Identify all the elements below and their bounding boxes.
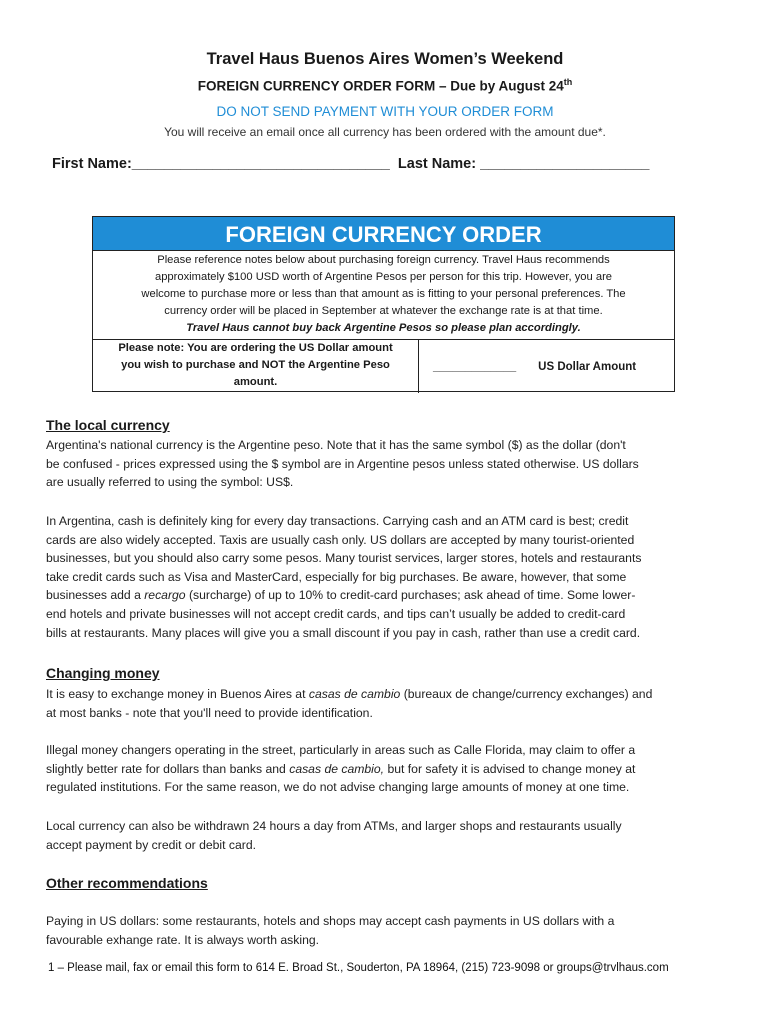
usd-amount-note (93, 340, 419, 393)
changing-money-paragraph-3 (46, 817, 726, 854)
italic-term: casas de cambio, (289, 761, 385, 776)
text-line: cards are also widely accepted. Taxis are usually cash only. US dollars are accepted by many tourist-oriented (46, 532, 635, 547)
usd-amount-entry (419, 340, 674, 393)
currency-order-box (92, 216, 675, 392)
changing-money-paragraph-1 (46, 685, 726, 722)
text-line: accept payment by credit or debit card. (46, 837, 257, 852)
first-name-label: First Name: (52, 156, 132, 172)
text-run: but for safety it is advised to change money at (384, 761, 636, 776)
instruction-line: welcome to purchase more or less than that amount as is fitting to your personal preferences. The (141, 288, 626, 300)
first-name-field[interactable]: ________________________________ (131, 156, 390, 172)
order-box-instructions (93, 251, 674, 339)
text-line: regulated institutions. For the same reason, we do not advise changing large amounts of money at one time. (46, 780, 630, 795)
text-line: end hotels and private businesses will not accept credit cards, and tips can’t usually be added to credit-card (46, 606, 626, 621)
instruction-line: Please reference notes below about purchasing foreign currency. Travel Haus recommends (157, 254, 610, 266)
form-subtitle (0, 77, 770, 94)
section-heading-local-currency: The local currency (46, 417, 170, 433)
text-line: Illegal money changers operating in the street, particularly in areas such as Calle Florida, may claim to offer a (46, 743, 636, 757)
name-fields (52, 156, 649, 172)
other-recommendations-paragraph (46, 912, 726, 949)
text-line: are usually referred to using the symbol: US$. (46, 475, 294, 490)
text-run: businesses add a (46, 588, 145, 603)
instruction-line: approximately $100 USD worth of Argentine Pesos per person for this trip. However, you are (154, 271, 613, 283)
footer-contact: 1 – Please mail, fax or email this form to 614 E. Broad St., Souderton, PA 18964, (215) 723-9098 or groups@trvlhaus.com (48, 962, 669, 974)
usd-amount-label: US Dollar Amount (538, 360, 637, 373)
subtitle-text: FOREIGN CURRENCY ORDER FORM – Due by August 24 (197, 78, 564, 94)
text-line: Local currency can also be withdrawn 24 hours a day from ATMs, and larger shops and restaurants usually (46, 819, 622, 833)
payment-warning: DO NOT SEND PAYMENT WITH YOUR ORDER FORM (216, 104, 554, 119)
last-name-label: Last Name: (397, 156, 477, 172)
note-line: amount. (233, 376, 278, 388)
text-run: (bureaux de change/currency exchanges) and (400, 687, 653, 701)
order-box-heading: FOREIGN CURRENCY ORDER (93, 217, 674, 251)
email-notice: You will receive an email once all currency has been ordered with the amount due*. (164, 125, 606, 139)
amount-row (93, 339, 674, 393)
last-name-field[interactable]: _____________________ (480, 156, 650, 172)
page-title: Travel Haus Buenos Aires Women’s Weekend (206, 50, 564, 68)
text-line (46, 586, 726, 605)
text-line: at most banks - note that you'll need to provide identification. (46, 705, 373, 720)
local-currency-paragraph-2 (46, 512, 726, 642)
section-heading-other-recommendations: Other recommendations (46, 875, 208, 891)
italic-term: casas de cambio (308, 687, 401, 701)
text-line: Paying in US dollars: some restaurants, hotels and shops may accept cash payments in US dollars with a (46, 914, 615, 928)
usd-amount-field[interactable]: _____________ (433, 360, 517, 373)
local-currency-paragraph-1 (46, 436, 726, 492)
text-run: (surcharge) of up to 10% to credit-card purchases; ask ahead of time. Some lower- (185, 588, 636, 603)
text-line: businesses, but you should also carry some pesos. Many tourist services, larger stores, hotels and restaurants (46, 551, 642, 566)
text-line (46, 685, 726, 704)
italic-term: recargo (144, 588, 186, 603)
changing-money-paragraph-2 (46, 741, 726, 797)
text-line: favourable exhange rate. It is always worth asking. (46, 932, 320, 947)
instruction-line: currency order will be placed in September at whatever the exchange rate is at that time. (164, 305, 603, 317)
section-heading-changing-money: Changing money (46, 665, 160, 681)
note-line: you wish to purchase and NOT the Argentine Peso (121, 359, 390, 371)
text-line (46, 760, 726, 779)
note-line: Please note: You are ordering the US Dollar amount (118, 342, 393, 354)
text-line: bills at restaurants. Many places will give you a small discount if you pay in cash, rather than use a credit card. (46, 625, 641, 640)
text-line: Argentina's national currency is the Argentine peso. Note that it has the same symbol ($) as the dollar (don't (46, 438, 626, 452)
text-line: In Argentina, cash is definitely king for every day transactions. Carrying cash and an ATM card is best; credit (46, 514, 629, 528)
text-run: slightly better rate for dollars than banks and (46, 761, 290, 776)
subtitle-superscript: th (563, 77, 573, 87)
buyback-notice: Travel Haus cannot buy back Argentine Pesos so please plan accordingly. (186, 322, 581, 334)
text-run: It is easy to exchange money in Buenos Aires at (46, 687, 309, 701)
text-line: take credit cards such as Visa and MasterCard, especially for big purchases. Be aware, however, that some (46, 569, 627, 584)
text-line: be confused - prices expressed using the $ symbol are in Argentine pesos unless stated otherwise. US dollars (46, 456, 639, 471)
